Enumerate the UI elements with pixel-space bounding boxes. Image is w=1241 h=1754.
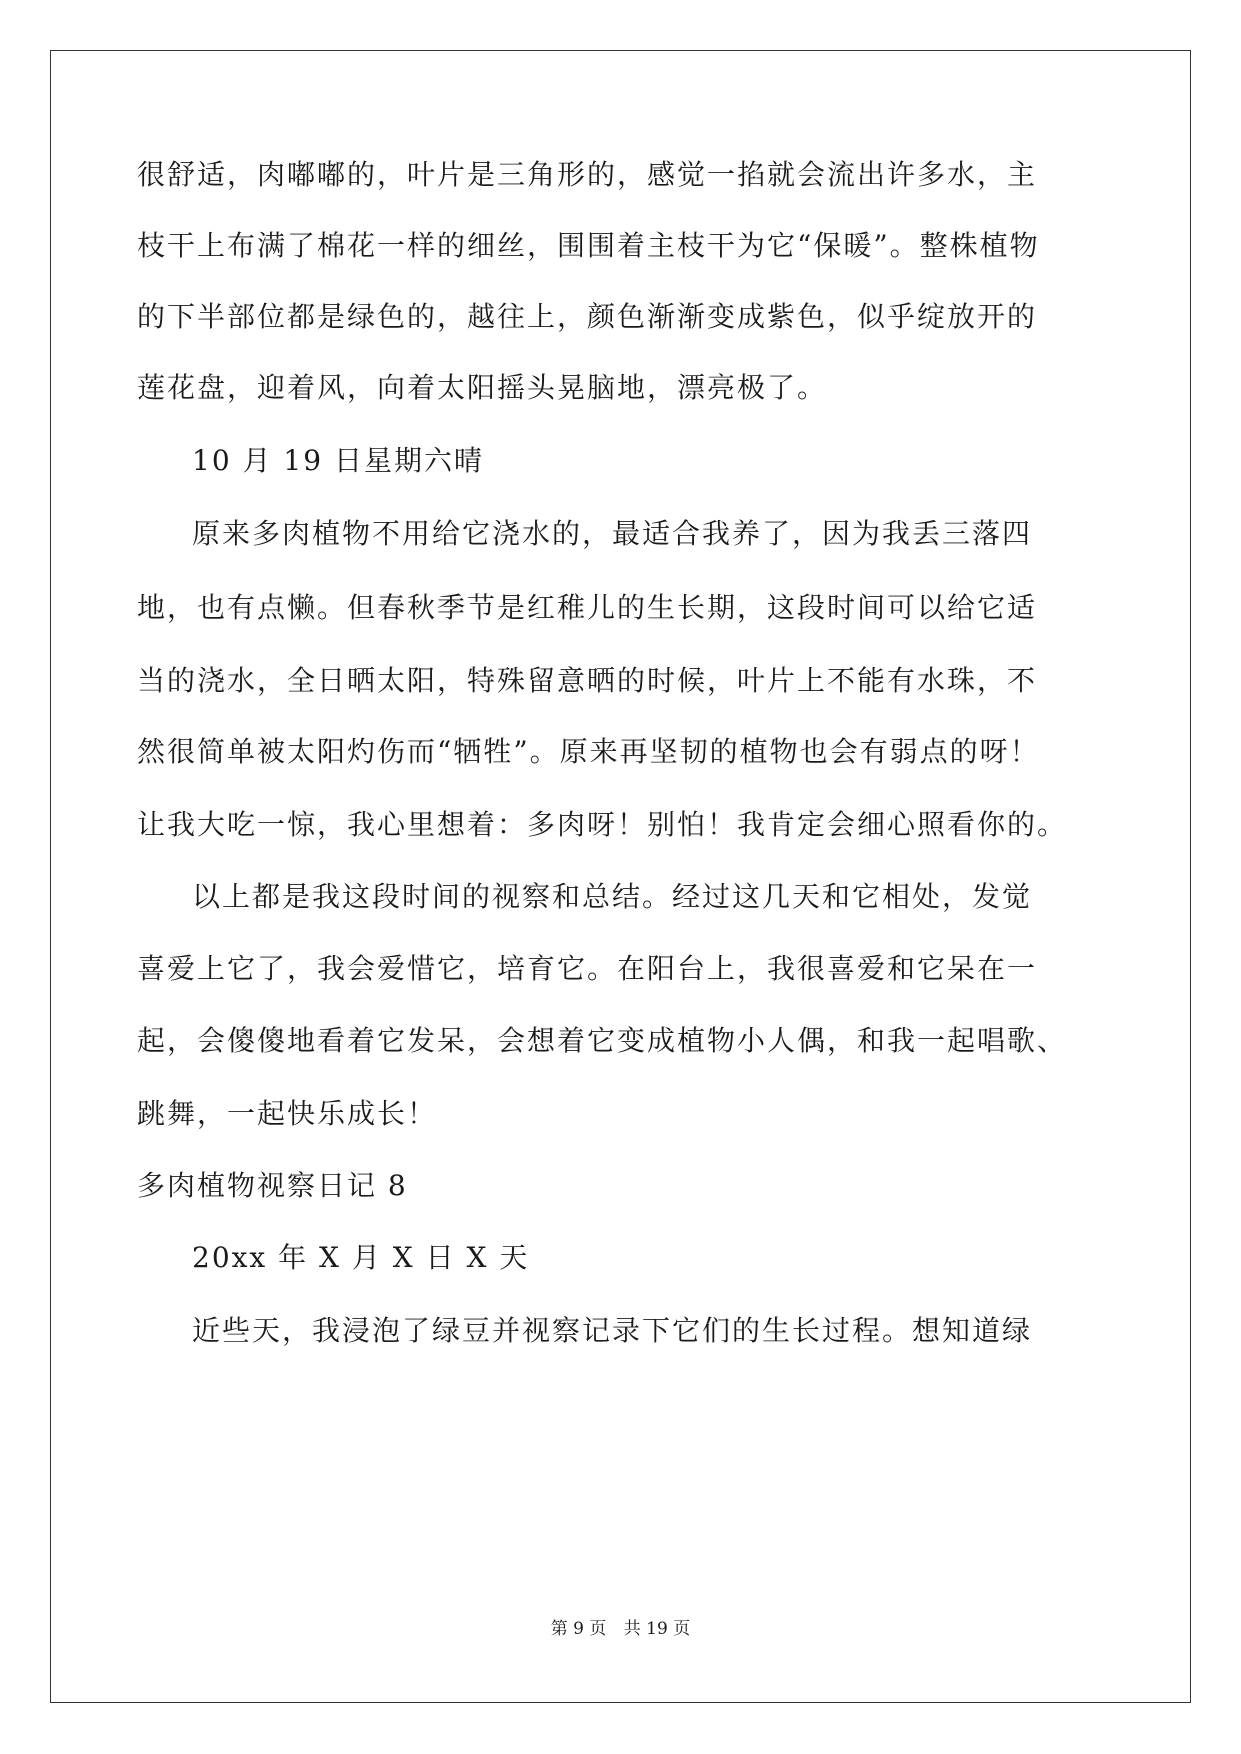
text-line: 跳舞，一起快乐成长！	[137, 1097, 438, 1130]
text-line: 很舒适，肉嘟嘟的，叶片是三角形的，感觉一掐就会流出许多水，主	[137, 158, 1038, 191]
date-heading: 20xx 年 X 月 X 日 X 天	[192, 1241, 530, 1274]
text-line: 原来多肉植物不用给它浇水的，最适合我养了，因为我丢三落四	[192, 517, 1033, 550]
text-line: 以上都是我这段时间的视察和总结。经过这几天和它相处，发觉	[192, 880, 1033, 913]
text-line: 莲花盘，迎着风，向着太阳摇头晃脑地，漂亮极了。	[137, 371, 828, 404]
text-line: 当的浇水，全日晒太阳，特殊留意晒的时候，叶片上不能有水珠，不	[137, 664, 1038, 697]
date-heading: 10 月 19 日星期六晴	[192, 444, 484, 477]
text-line: 枝干上布满了棉花一样的细丝，围围着主枝干为它“保暖”。整株植物	[137, 229, 1040, 262]
text-line: 喜爱上它了，我会爱惜它，培育它。在阳台上，我很喜爱和它呆在一	[137, 952, 1038, 985]
page-total: 共 19 页	[623, 1619, 691, 1639]
page-footer	[0, 1618, 1241, 1640]
text-line: 然很简单被太阳灼伤而“牺牲”。原来再坚韧的植物也会有弱点的呀！	[137, 735, 1040, 768]
text-line: 地，也有点懒。但春秋季节是红稚儿的生长期，这段时间可以给它适	[137, 591, 1038, 624]
text-line: 的下半部位都是绿色的，越往上，颜色渐渐变成紫色，似乎绽放开的	[137, 300, 1038, 333]
page-number: 第 9 页	[550, 1619, 607, 1639]
section-title: 多肉植物视察日记 8	[137, 1169, 408, 1202]
text-line: 起，会傻傻地看着它发呆，会想着它变成植物小人偶，和我一起唱歌、	[137, 1024, 1068, 1057]
text-line: 近些天，我浸泡了绿豆并视察记录下它们的生长过程。想知道绿	[192, 1314, 1033, 1347]
page-frame	[50, 50, 1191, 1703]
text-line: 让我大吃一惊，我心里想着：多肉呀！别怕！我肯定会细心照看你的。	[137, 808, 1068, 841]
